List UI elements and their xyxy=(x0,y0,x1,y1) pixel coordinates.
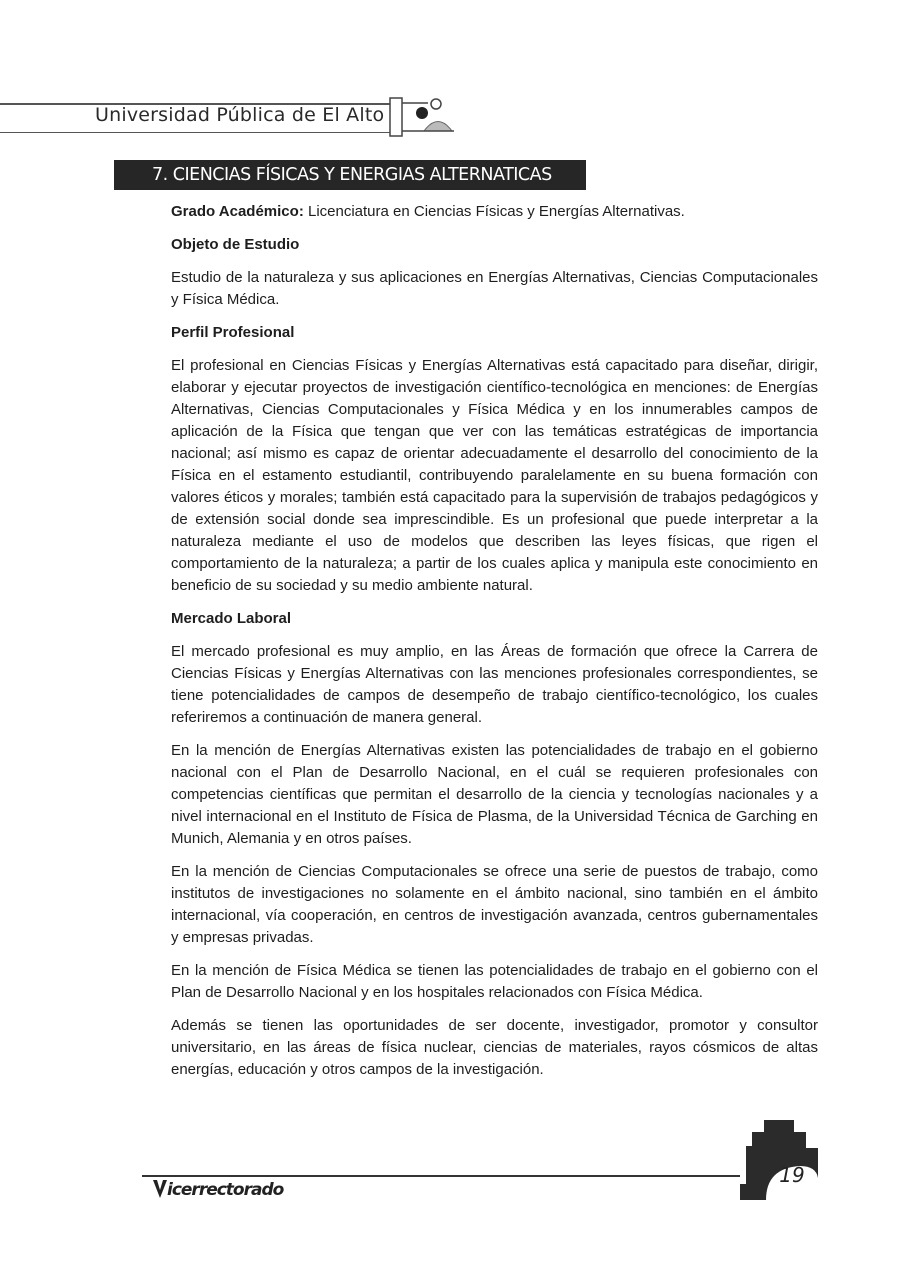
section-title: 7. CIENCIAS FÍSICAS Y ENERGIAS ALTERNATICAS xyxy=(114,160,586,190)
mercado-paragraph: En la mención de Ciencias Computacionales se ofrece una serie de puestos de trabajo, como institutos de investigaciones no solamente en el ámbito nacional, sino también en el ámbito internacional, vía cooperación, en centros de investigación avanzada, centros gubernamentales y empresas privadas. xyxy=(171,863,818,946)
page-number: 19 xyxy=(779,1163,805,1187)
mercado-paragraph: En la mención de Energías Alternativas existen las potencialidades de trabajo en el gobierno nacional con el Plan de Desarrollo Nacional, en el cuál se requieren profesionales con competencias científicas que permitan el desarrollo de la ciencia y tecnologías nacionales y a nivel internacional en el Instituto de Física de Plasma, de la Universidad Técnica de Garching en Munich, Alemania y en otros países. xyxy=(171,742,818,847)
perfil-heading: Perfil Profesional xyxy=(171,324,295,341)
vicerrectorado-v-icon xyxy=(152,1178,168,1200)
degree-label: Grado Académico: xyxy=(171,203,304,220)
page-number-emblem-icon xyxy=(738,1118,822,1202)
degree-value: Licenciatura en Ciencias Físicas y Energías Alternativas. xyxy=(303,203,685,220)
mercado-heading: Mercado Laboral xyxy=(171,610,292,627)
mercado-paragraph: Además se tienen las oportunidades de ser docente, investigador, promotor y consultor universitario, en las áreas de física nuclear, ciencias de materiales, rayos cósmicos de altas energías, educación y otros campos de la investigación. xyxy=(171,1017,818,1078)
objeto-text: Estudio de la naturaleza y sus aplicaciones en Energías Alternativas, Ciencias Computacionales y Física Médica. xyxy=(171,269,818,308)
mercado-paragraph: En la mención de Física Médica se tienen las potencialidades de trabajo en el gobierno con el Plan de Desarrollo Nacional y en los hospitales relacionados con Física Médica. xyxy=(171,962,818,1001)
degree-line xyxy=(171,201,818,223)
objeto-heading: Objeto de Estudio xyxy=(171,236,300,253)
perfil-text: El profesional en Ciencias Físicas y Energías Alternativas está capacitado para diseñar, dirigir, elaborar y ejecutar proyectos de investigación científico-tecnológica en menciones: de Energías Alternativas, Ciencias Computacionales y Física Médica y en los innumerables campos de aplicación de la Física que tengan que ver con las temáticas estratégicas de importancia nacional; así mismo es capaz de orientar adecuadamente el desarrollo del conocimiento de la Física en el estamento estudiantil, contribuyendo paralelamente en su buena formación con valores éticos y morales; también está capacitado para la supervisión de trabajos pedagógicos y de extensión social donde sea imprescindible. Es un profesional que puede interpretar a la naturaleza mediante el uso de modelos que describen las leyes físicas, que rigen el comportamiento de la naturaleza; a partir de los cuales aplica y manipula este conocimiento en beneficio de su sociedad y su medio ambiente natural. xyxy=(171,357,818,594)
university-logo-icon xyxy=(388,96,458,138)
footer-rule xyxy=(142,1175,740,1177)
mercado-paragraph: El mercado profesional es muy amplio, en las Áreas de formación que ofrece la Carrera de Ciencias Físicas y Energías Alternativas con las menciones profesionales correspondientes, se tiene potencialidades de campos de desempeño de trabajo científico-tecnológico, los cuales referiremos a continuación de manera general. xyxy=(171,643,818,726)
main-content xyxy=(171,201,818,1092)
footer-brand: icerrectorado xyxy=(167,1180,284,1200)
university-name: Universidad Pública de El Alto xyxy=(95,104,385,126)
